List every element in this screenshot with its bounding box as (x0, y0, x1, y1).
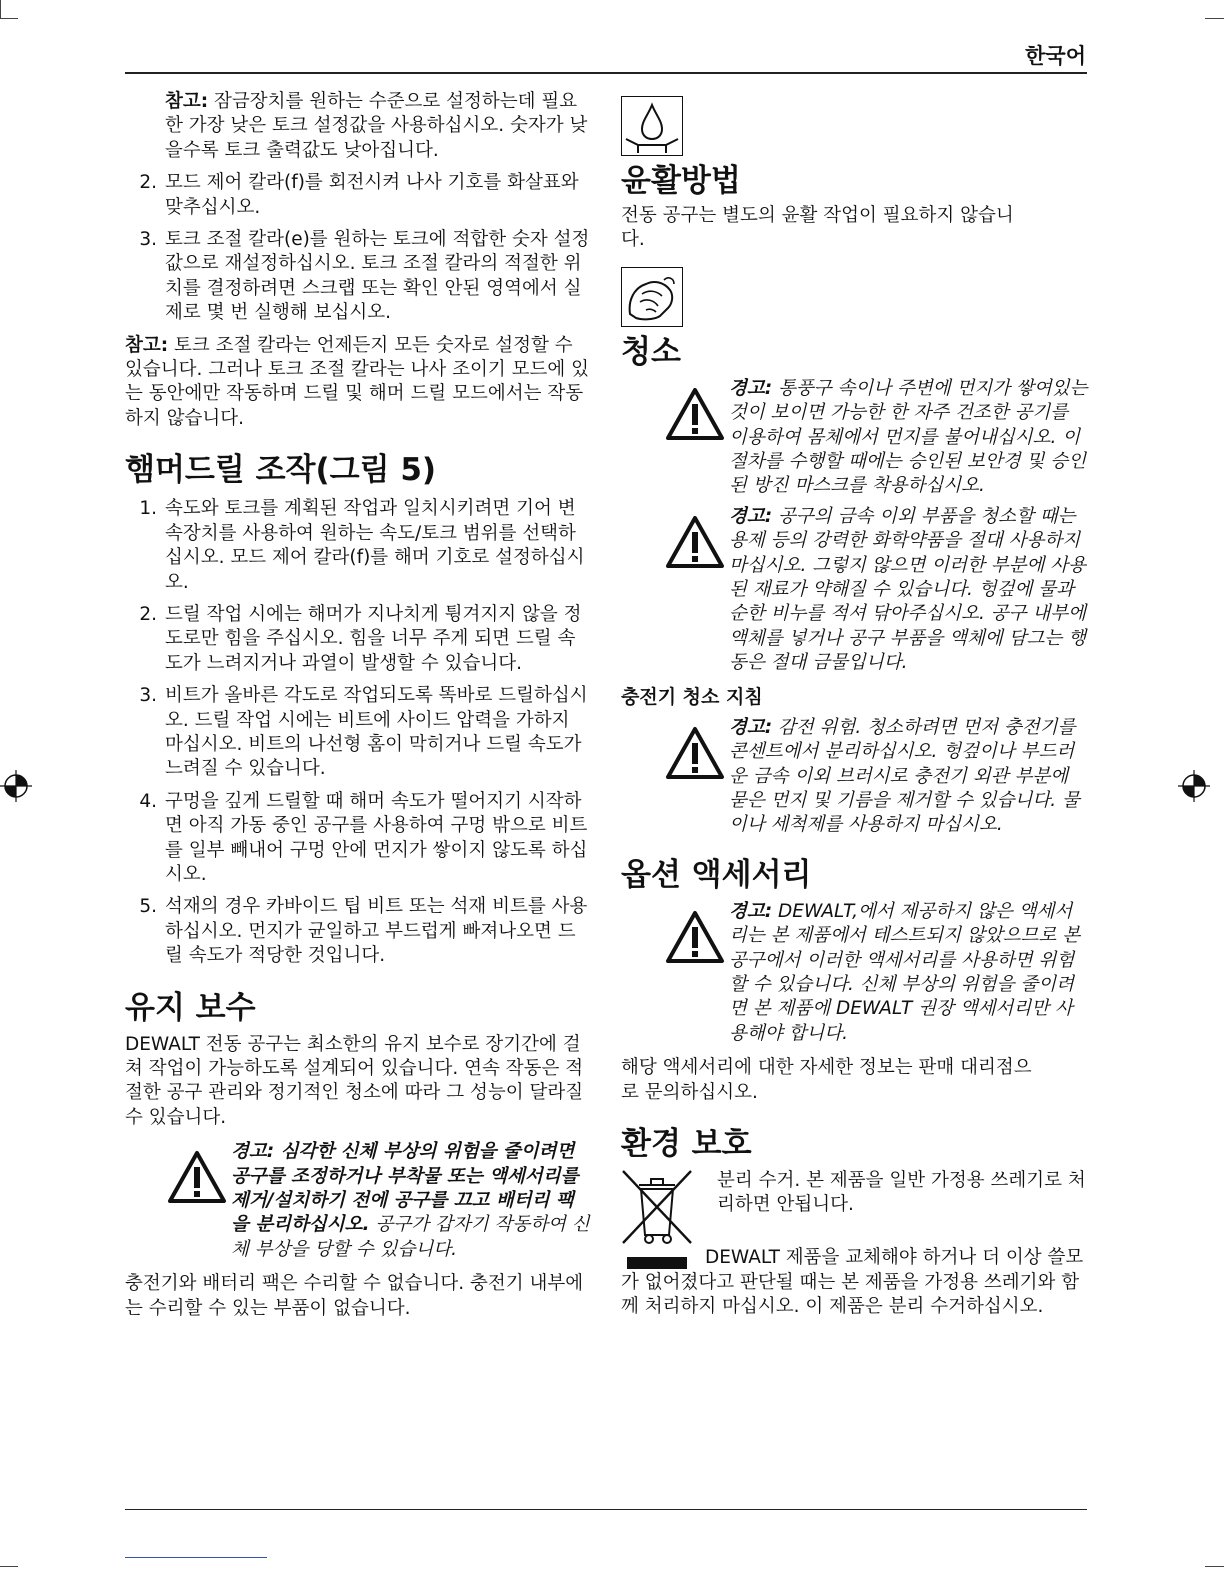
list-number: 2. (139, 603, 157, 625)
warning-label: 경고: (729, 716, 773, 738)
note-text: 잠금장치를 원하는 수준으로 설정하는데 필요한 가장 낮은 토크 설정값을 사용하십시오. 숫자가 낮을수록 토크 출력값도 낮아집니다. (165, 91, 588, 161)
list-number: 1. (139, 498, 157, 520)
warning-text: 통풍구 속이나 주변에 먼지가 쌓여있는 것이 보이면 가능한 한 자주 건조한 공기를 이용하여 몸체에서 먼지를 불어내십시오. 이 절차를 수행할 때에는 승인된 보안경 및 승인된 방진 마스크를 착용하십시오. (729, 377, 1088, 497)
warning-label: 경고: (729, 900, 773, 922)
footer-line (125, 1557, 267, 1558)
environment-text-2: DEWALT 제품을 교체해야 하거나 더 이상 쓸모가 없어졌다고 판단될 때는 본 제품을 가정용 쓰레기와 함께 처리하지 마십시오. 이 제품은 분리 수거하십시오. (621, 1247, 1084, 1318)
maintenance-warning (125, 1140, 591, 1262)
crop-mark (1205, 1566, 1224, 1567)
warning-text: 공구의 금속 이외 부품을 청소할 때는 용제 등의 강력한 화학약품을 절대 사용하지 마십시오. 그렇지 않으면 이러한 부분에 사용된 재료가 약해질 수 있습니다. 헝겊에 물과 순한 비누를 적셔 닦아주십시오. 공구 내부에 액체를 넣거나 공구 부품을 액체에 담그는 행동은 절대 금물입니다. (729, 505, 1086, 674)
list-item (125, 684, 591, 782)
section-heading-cleaning: 청소 (621, 333, 681, 370)
maintenance-text: DEWALT 전동 공구는 최소한의 유지 보수로 장기간에 걸쳐 작업이 가능하도록 설계되어 있습니다. 연속 작동은 적절한 공구 관리와 정기적인 청소에 따라 그 성능이 달라질 수 있습니다. (125, 1033, 584, 1128)
list-text: 속도와 토크를 계획된 작업과 일치시키려면 기어 변속장치를 사용하여 원하는 속도/토크 범위를 선택하십시오. 모드 제어 칼라(f)를 해머 기호로 설정하십시오. (165, 498, 585, 593)
cleaning-cloth-icon (621, 267, 683, 327)
list-text: 드릴 작업 시에는 해머가 지나치게 튕겨지지 않을 정도로만 힘을 주십시오. 힘을 너무 주게 되면 드릴 속도가 느려지거나 과열이 발생할 수 있습니다. (165, 603, 582, 674)
oil-drop-icon (621, 96, 683, 156)
list-number: 2. (139, 172, 157, 194)
accessories-warning (621, 900, 1089, 1046)
section-heading-lubrication: 윤활방법 (621, 163, 741, 199)
crop-mark (0, 0, 1, 18)
note-torque-collar (125, 334, 591, 432)
section-heading-environment: 환경 보호 (621, 1125, 752, 1162)
warning-label: 경고: (729, 377, 773, 399)
list-number: 5. (139, 896, 157, 918)
warning-triangle-icon (661, 505, 729, 676)
charger-note: 충전기와 배터리 팩은 수리할 수 없습니다. 충전기 내부에는 수리할 수 있는 부품이 없습니다. (125, 1273, 584, 1319)
charger-warning (621, 716, 1089, 838)
list-item (125, 171, 591, 220)
language-label: 한국어 (1025, 44, 1086, 68)
note-label: 참고: (165, 91, 209, 112)
list-item (125, 497, 591, 595)
header-rule (125, 72, 1087, 74)
footer-rule (125, 1509, 1087, 1510)
warning-bold-text: 경고: 심각한 신체 부상의 위험을 줄이려면 공구를 조정하거나 부착물 또는 액세서리를 제거/설치하기 전에 공구를 끄고 배터리 팩을 분리하십시오. (231, 1141, 579, 1236)
note-text: 토크 조절 칼라는 언제든지 모든 숫자로 설정할 수 있습니다. 그러나 토크 조절 칼라는 나사 조이기 모드에 있는 동안에만 작동하며 드릴 및 해머 드릴 모드에서는 작동하지 않습니다. (125, 334, 589, 429)
warning-text: 공구가 갑자기 작동하여 신체 부상을 당할 수 있습니다. (231, 1214, 590, 1260)
list-item (125, 228, 591, 326)
warning-triangle-icon (661, 716, 729, 838)
accessories-text: 해당 액세서리에 대한 자세한 정보는 판매 대리점으로 문의하십시오. (621, 1057, 1032, 1103)
warning-triangle-icon (661, 900, 729, 1046)
crop-mark (0, 1566, 18, 1567)
list-text: 석재의 경우 카바이드 팁 비트 또는 석재 비트를 사용하십시오. 먼지가 균일하고 부드럽게 빠져나오면 드릴 속도가 적당한 것입니다. (165, 896, 588, 967)
list-text: 구멍을 깊게 드릴할 때 해머 속도가 떨어지기 시작하면 아직 가동 중인 공구를 사용하여 구멍 밖으로 비트를 일부 빼내어 구멍 안에 먼지가 쌓이지 않도록 하십시오. (165, 790, 588, 885)
list-text: 비트가 올바른 각도로 작업되도록 똑바로 드릴하십시오. 드릴 작업 시에는 비트에 사이드 압력을 가하지 마십시오. 비트의 나선형 홈이 막히거나 드릴 속도가 느려질 수 있습니다. (165, 685, 588, 780)
list-text: 모드 제어 칼라(f)를 회전시켜 나사 기호를 화살표와 맞추십시오. (165, 172, 579, 218)
crop-mark (0, 18, 18, 19)
subheading-charger-cleaning: 충전기 청소 지침 (621, 685, 763, 708)
crop-mark (1205, 18, 1224, 19)
list-item (125, 790, 591, 888)
warning-label: 경고: (729, 505, 773, 527)
crossed-out-bin-icon (621, 1169, 693, 1269)
section-heading-maintenance: 유지 보수 (125, 989, 256, 1026)
list-number: 4. (139, 790, 157, 812)
warning-text: DEWALT,에서 제공하지 않은 액세서리는 본 제품에서 테스트되지 않았으므로 본 공구에서 이러한 액세서리를 사용하면 위험할 수 있습니다. 신체 부상의 위험을 줄이려면 본 제품에 DEWALT 권장 액세서리만 사용해야 합니다. (729, 900, 1081, 1044)
registration-mark-icon (0, 770, 32, 802)
right-column (621, 96, 1089, 1320)
list-text: 토크 조절 칼라(e)를 원하는 토크에 적합한 숫자 설정값으로 재설정하십시오. 토크 조절 칼라의 적절한 위치를 결정하려면 스크랩 또는 확인 안된 영역에서 실제로 몇 번 실행해 보십시오. (165, 229, 590, 324)
cleaning-warning (621, 505, 1089, 676)
list-number: 3. (139, 229, 157, 251)
warning-triangle-icon (661, 377, 729, 499)
lubrication-text: 전동 공구는 별도의 윤활 작업이 필요하지 않습니다. (621, 205, 1014, 251)
section-heading-accessories: 옵션 액세서리 (621, 856, 812, 893)
left-column (125, 90, 591, 1321)
environment-text-1: 분리 수거. 본 제품을 일반 가정용 쓰레기로 처리하면 안됩니다. (717, 1169, 1086, 1216)
registration-mark-icon (1178, 770, 1210, 802)
note-lowest-torque (125, 90, 591, 163)
warning-triangle-icon (163, 1140, 231, 1262)
section-heading-hammer-drill: 햄머드릴 조작(그림 5) (125, 452, 437, 489)
list-item (125, 895, 591, 968)
warning-text: 감전 위험. 청소하려면 먼저 충전기를 콘센트에서 분리하십시오. 헝겊이나 부드러운 금속 이외 브러시로 충전기 외관 부분에 묻은 먼지 및 기름을 제거할 수 있습니다. 물이나 세척제를 사용하지 마십시오. (729, 716, 1080, 836)
cleaning-warning (621, 377, 1089, 499)
note-label: 참고: (125, 334, 169, 356)
list-item (125, 603, 591, 676)
list-number: 3. (139, 685, 157, 707)
